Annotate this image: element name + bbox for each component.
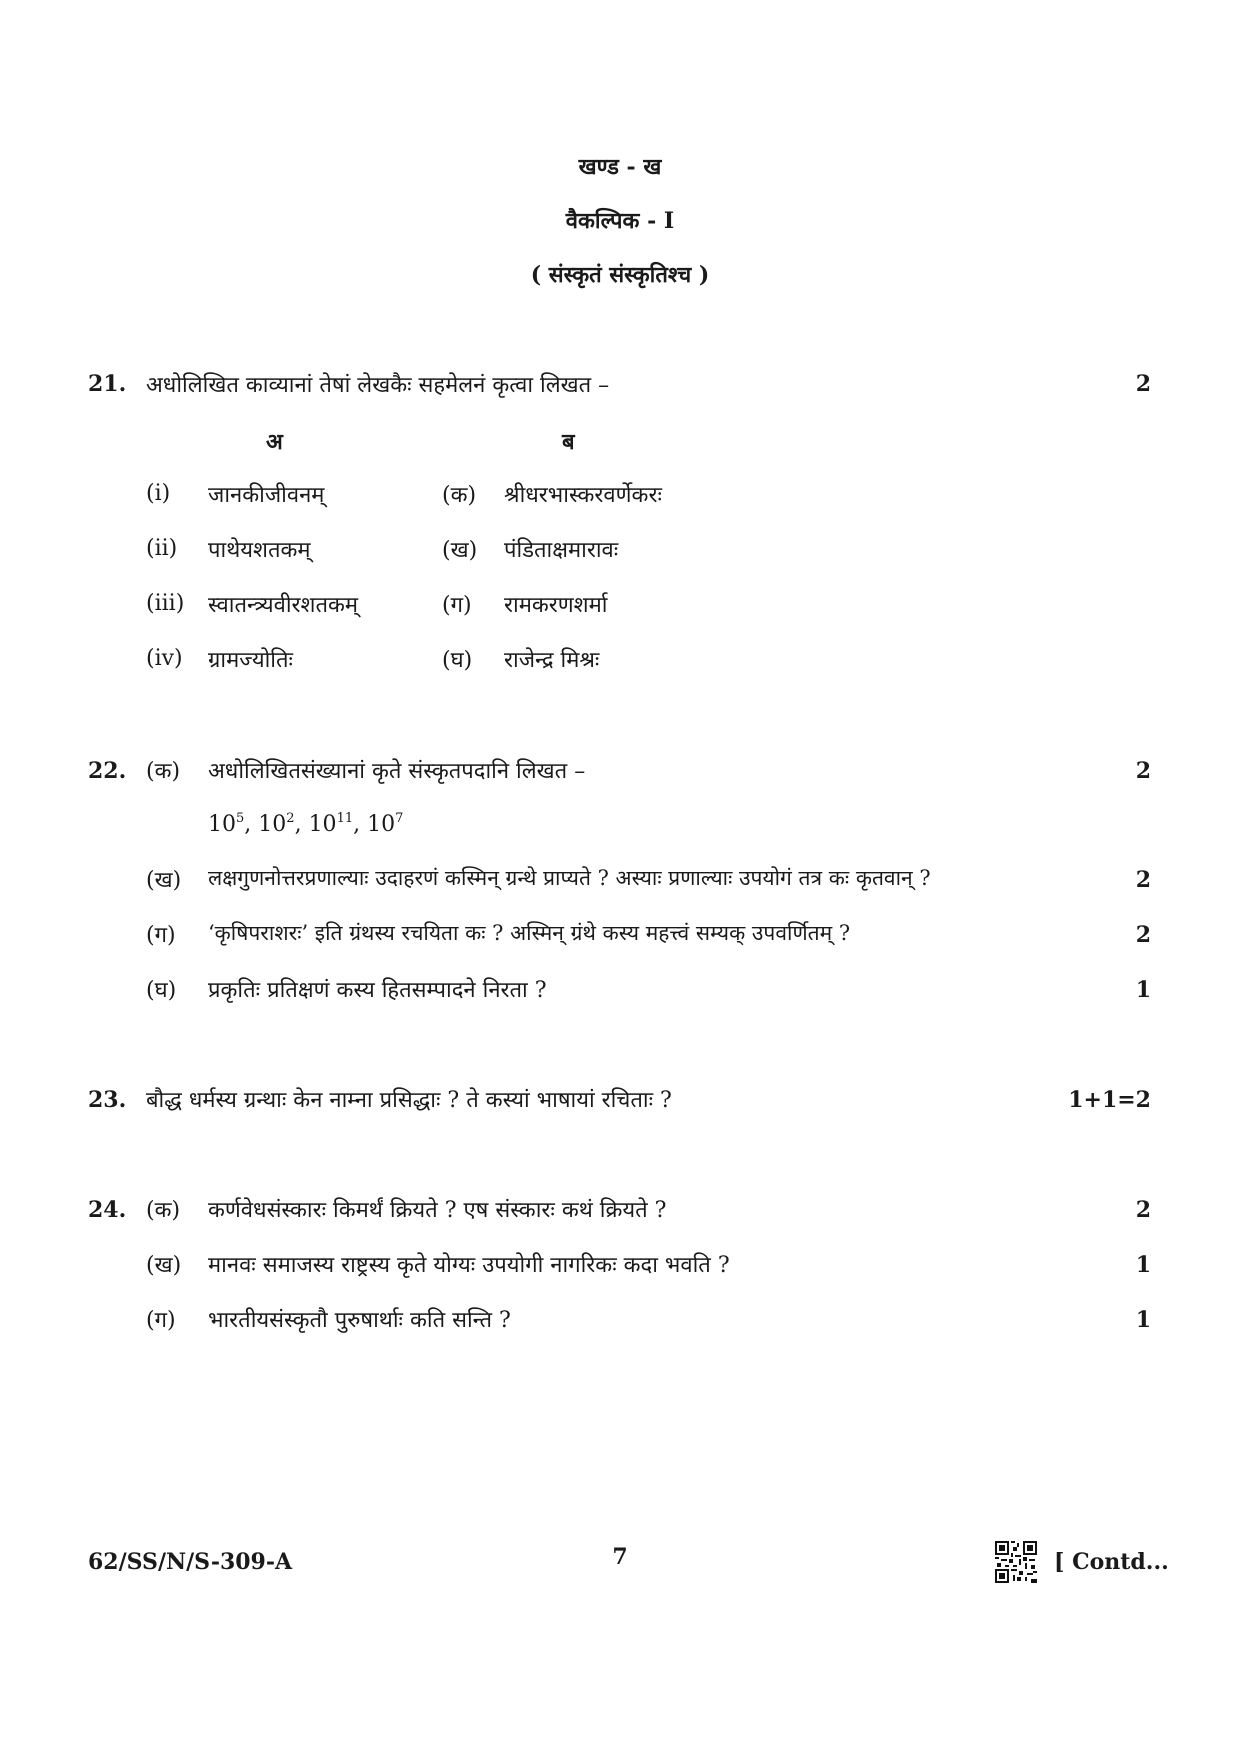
power: $10^7$ [367,811,404,837]
column-b-heading: ब [562,429,575,455]
author-name: पंडिताक्षमारावः [504,538,619,563]
subtitle-heading: ( संस्कृतं संस्कृतिश्च ) [530,262,710,288]
column-a-heading: अ [266,429,283,455]
part-label: (ग) [146,1308,176,1333]
author-name: श्रीधरभास्करवर्णेकरः [504,483,662,508]
row-number: (iv) [146,646,183,671]
part-label: (क) [146,759,181,784]
question-text: अधोलिखित काव्यानां तेषां लेखकैः सहमेलनं कृत्वा लिखत – [146,373,610,398]
question-text: बौद्ध धर्मस्य ग्रन्थाः केन नाम्ना प्रसिद्धाः ? ते कस्यां भाषायां रचिताः ? [146,1088,672,1113]
part-label: (ख) [146,868,182,893]
part-text: अधोलिखितसंख्यानां कृते संस्कृतपदानि लिखत – [208,759,586,784]
marks: 1 [1135,1252,1151,1278]
question-number: 22. [88,758,127,784]
row-letter: (क) [442,483,477,508]
power: $10^5$ [208,811,245,837]
part-text: कर्णवेधसंस्कारः किमर्थं क्रियते ? एष संस्कारः कथं क्रियते ? [208,1198,667,1223]
row-number: (iii) [146,591,185,616]
qr-code-icon [995,1541,1037,1583]
powers-of-ten: $10^5$, $10^2$, $10^{11}$, $10^7$ [208,811,404,837]
marks: 2 [1135,922,1151,948]
author-name: रामकरणशर्मा [504,593,608,618]
marks: 1 [1135,977,1151,1003]
row-number: (ii) [146,536,178,561]
marks: 2 [1135,758,1151,784]
marks: 2 [1135,867,1151,893]
part-text: ‘कृषिपराशरः’ इति ग्रंथस्य रचयिता कः ? अस्मिन् ग्रंथे कस्य महत्त्वं सम्यक् उपवर्णितम् ? [208,921,851,945]
continued-label: [ Contd... [1054,1549,1169,1575]
part-label: (क) [146,1198,181,1223]
paper-code: 62/SS/N/S-309-A [88,1549,293,1575]
marks: 2 [1135,1197,1151,1223]
part-label: (ग) [146,923,176,948]
power: $10^2$ [258,811,295,837]
work-title: ग्रामज्योतिः [208,648,293,673]
power: $10^{11}$ [308,811,354,837]
work-title: पाथेयशतकम् [208,538,311,563]
author-name: राजेन्द्र मिश्रः [504,648,600,673]
part-text: मानवः समाजस्य राष्ट्रस्य कृते योग्यः उपयोगी नागरिकः कदा भवति ? [208,1253,730,1278]
question-number: 24. [88,1197,127,1223]
part-label: (घ) [146,978,177,1003]
section-heading: खण्ड - ख [578,154,662,180]
part-text: प्रकृतिः प्रतिक्षणं कस्य हितसम्पादने निरता ? [208,978,547,1003]
question-number: 21. [88,371,127,397]
work-title: जानकीजीवनम् [208,483,325,508]
work-title: स्वातन्त्र्यवीरशतकम् [208,593,359,618]
row-letter: (ग) [442,593,472,618]
row-number: (i) [146,481,171,506]
question-number: 23. [88,1087,127,1113]
page-number: 7 [612,1544,628,1570]
marks: 2 [1135,371,1151,397]
row-letter: (घ) [442,648,473,673]
row-letter: (ख) [442,538,478,563]
part-label: (ख) [146,1253,182,1278]
part-text: लक्षगुणनोत्तरप्रणाल्याः उदाहरणं कस्मिन् ग्रन्थे प्राप्यते ? अस्याः प्रणाल्याः उपयोगं तत्र कः कृतवान् ? [208,866,931,890]
part-text: भारतीयसंस्कृतौ पुरुषार्थाः कति सन्ति ? [208,1308,511,1333]
optional-heading: वैकल्पिक - I [565,208,675,234]
marks: 1 [1135,1307,1151,1333]
marks: 1+1=2 [1068,1087,1151,1113]
